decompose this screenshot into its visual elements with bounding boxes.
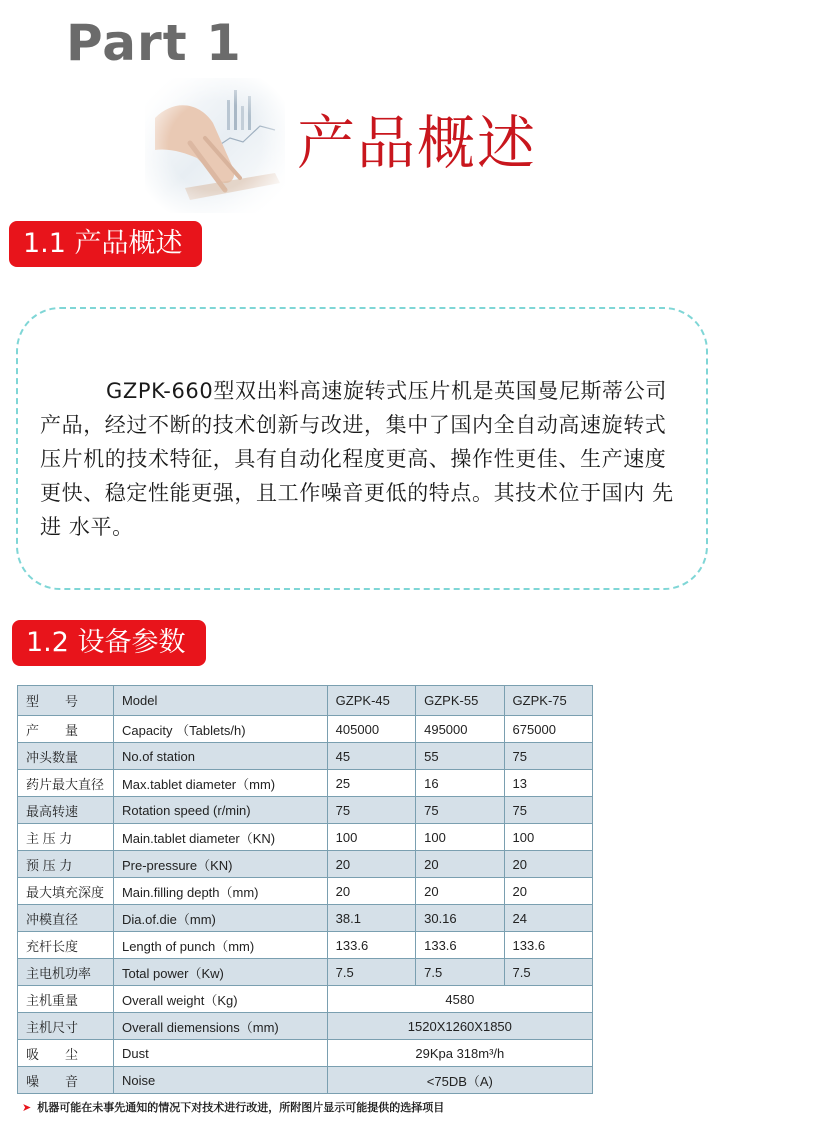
value-gzpk-55: 75 <box>416 797 504 824</box>
param-name-en: Rotation speed (r/min) <box>113 797 327 824</box>
value-gzpk-75: 100 <box>504 824 592 851</box>
table-row <box>18 686 593 716</box>
value-gzpk-55: 7.5 <box>416 959 504 986</box>
table-row <box>18 959 593 986</box>
value-gzpk-75: 75 <box>504 743 592 770</box>
param-name-en: Dust <box>113 1040 327 1067</box>
param-name-zh: 冲模直径 <box>18 905 114 932</box>
param-name-en: Model <box>113 686 327 716</box>
page-title: 产品概述 <box>297 109 538 177</box>
param-name-zh: 吸 尘 <box>18 1040 114 1067</box>
value-gzpk-45: 133.6 <box>327 932 415 959</box>
value-gzpk-55: 20 <box>416 878 504 905</box>
table-row <box>18 770 593 797</box>
param-name-zh: 主机尺寸 <box>18 1013 114 1040</box>
param-name-zh: 主 压 力 <box>18 824 114 851</box>
part-label: Part 1 <box>66 14 242 72</box>
param-name-en: Total power（Kw) <box>113 959 327 986</box>
param-name-en: Main.filling depth（mm) <box>113 878 327 905</box>
value-gzpk-75: 75 <box>504 797 592 824</box>
value-gzpk-55: GZPK-55 <box>416 686 504 716</box>
param-name-zh: 药片最大直径 <box>18 770 114 797</box>
value-gzpk-75: 24 <box>504 905 592 932</box>
table-row <box>18 797 593 824</box>
value-gzpk-75: 675000 <box>504 716 592 743</box>
param-name-zh: 噪 音 <box>18 1067 114 1094</box>
value-gzpk-45: 45 <box>327 743 415 770</box>
value-gzpk-45: 100 <box>327 824 415 851</box>
table-row <box>18 986 593 1013</box>
value-gzpk-45: GZPK-45 <box>327 686 415 716</box>
value-gzpk-45: 7.5 <box>327 959 415 986</box>
value-gzpk-75: GZPK-75 <box>504 686 592 716</box>
shared-value: 1520X1260X1850 <box>327 1013 592 1040</box>
table-row <box>18 824 593 851</box>
value-gzpk-45: 75 <box>327 797 415 824</box>
spec-table <box>17 685 593 1094</box>
value-gzpk-55: 20 <box>416 851 504 878</box>
value-gzpk-75: 20 <box>504 878 592 905</box>
value-gzpk-75: 13 <box>504 770 592 797</box>
hero-image <box>145 78 285 213</box>
section-tag-overview: 1.1 产品概述 <box>9 221 202 267</box>
footnote-text: 机器可能在未事先通知的情况下对技术进行改进，所附图片显示可能提供的选择项目 <box>37 1101 445 1114</box>
table-row <box>18 905 593 932</box>
value-gzpk-45: 20 <box>327 878 415 905</box>
param-name-en: No.of station <box>113 743 327 770</box>
value-gzpk-55: 55 <box>416 743 504 770</box>
param-name-zh: 最高转速 <box>18 797 114 824</box>
param-name-en: Overall weight（Kg) <box>113 986 327 1013</box>
param-name-zh: 型 号 <box>18 686 114 716</box>
value-gzpk-75: 20 <box>504 851 592 878</box>
table-row <box>18 1040 593 1067</box>
param-name-en: Dia.of.die（mm) <box>113 905 327 932</box>
overview-paragraph: GZPK-660型双出料高速旋转式压片机是英国曼尼斯蒂公司产品，经过不断的技术创新与改进，集中了国内全自动高速旋转式压片机的技术特征，具有自动化程度更高、操作性更佳、生产速度更快、稳定性能更强，且工作噪音更低的特点。其技术位于国内 先进 水平。 <box>40 379 674 539</box>
value-gzpk-45: 20 <box>327 851 415 878</box>
value-gzpk-55: 133.6 <box>416 932 504 959</box>
table-row <box>18 932 593 959</box>
table-row <box>18 851 593 878</box>
param-name-zh: 主机重量 <box>18 986 114 1013</box>
value-gzpk-55: 100 <box>416 824 504 851</box>
value-gzpk-45: 405000 <box>327 716 415 743</box>
value-gzpk-75: 133.6 <box>504 932 592 959</box>
table-row <box>18 1013 593 1040</box>
param-name-zh: 最大填充深度 <box>18 878 114 905</box>
table-row <box>18 743 593 770</box>
value-gzpk-55: 16 <box>416 770 504 797</box>
value-gzpk-45: 38.1 <box>327 905 415 932</box>
param-name-zh: 预 压 力 <box>18 851 114 878</box>
section-tag-parameters: 1.2 设备参数 <box>12 620 206 666</box>
shared-value: 4580 <box>327 986 592 1013</box>
value-gzpk-55: 30.16 <box>416 905 504 932</box>
param-name-zh: 主电机功率 <box>18 959 114 986</box>
footnote <box>22 1100 444 1116</box>
value-gzpk-55: 495000 <box>416 716 504 743</box>
param-name-en: Capacity （Tablets/h) <box>113 716 327 743</box>
value-gzpk-75: 7.5 <box>504 959 592 986</box>
param-name-en: Pre-pressure（KN) <box>113 851 327 878</box>
param-name-en: Overall diemensions（mm) <box>113 1013 327 1040</box>
param-name-en: Main.tablet diameter（KN) <box>113 824 327 851</box>
param-name-en: Length of punch（mm) <box>113 932 327 959</box>
param-name-en: Noise <box>113 1067 327 1094</box>
value-gzpk-45: 25 <box>327 770 415 797</box>
param-name-en: Max.tablet diameter（mm) <box>113 770 327 797</box>
shared-value: 29Kpa 318m³/h <box>327 1040 592 1067</box>
param-name-zh: 产 量 <box>18 716 114 743</box>
shared-value: <75DB（A) <box>327 1067 592 1094</box>
table-row <box>18 1067 593 1094</box>
table-row <box>18 716 593 743</box>
param-name-zh: 充杆长度 <box>18 932 114 959</box>
table-row <box>18 878 593 905</box>
param-name-zh: 冲头数量 <box>18 743 114 770</box>
hand-touch-illustration-icon <box>145 78 285 213</box>
arrow-icon: ➤ <box>22 1101 32 1114</box>
